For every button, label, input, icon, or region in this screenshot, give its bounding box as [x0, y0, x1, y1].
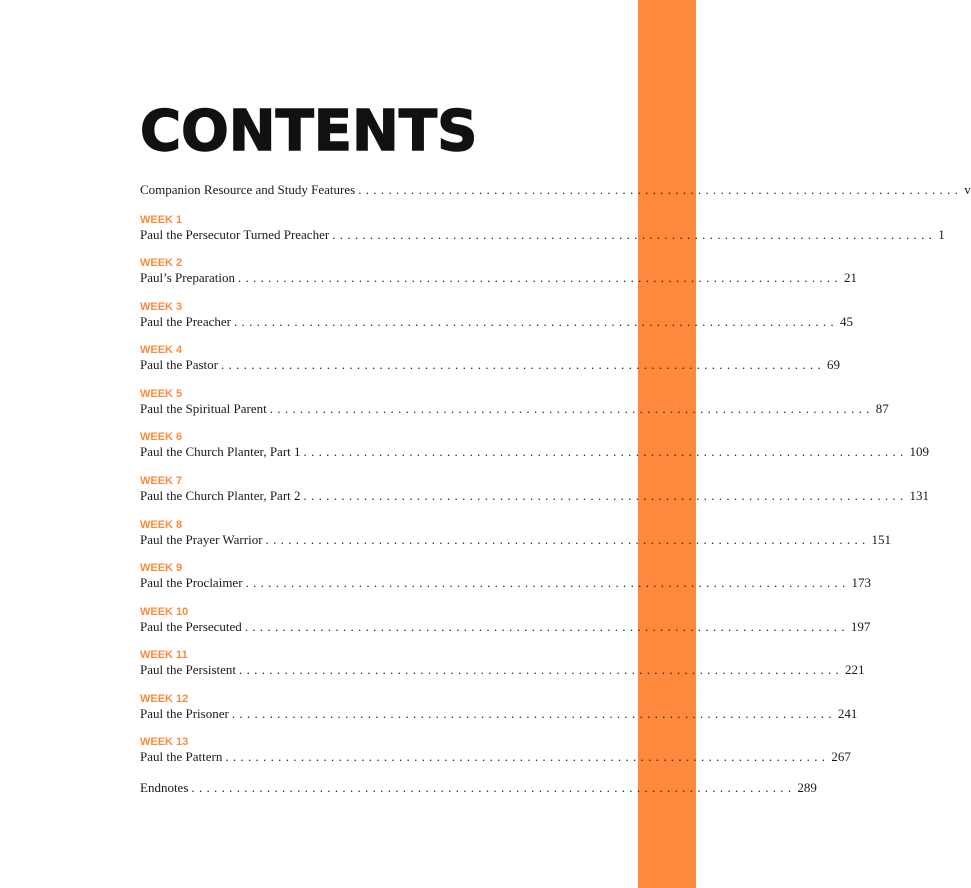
- week-label: WEEK 11: [140, 649, 188, 661]
- dot-leader: ................................................................................: [237, 270, 842, 285]
- dot-leader: ................................................................................: [239, 662, 844, 677]
- toc-line: [140, 706, 858, 722]
- page-number: 1: [938, 227, 945, 242]
- page-number: 87: [875, 401, 889, 416]
- entry-title: Paul the Church Planter, Part 1: [140, 444, 301, 459]
- entry-title: Paul the Pastor: [140, 357, 218, 372]
- entry-title: Paul the Pattern: [140, 749, 223, 764]
- toc-entry-week-6[interactable]: [140, 430, 930, 460]
- week-label: WEEK 4: [140, 344, 183, 356]
- toc-line: [140, 532, 892, 548]
- dot-leader: ................................................................................: [191, 780, 796, 795]
- toc-entry-week-9[interactable]: [140, 561, 872, 591]
- toc-entry-front-matter[interactable]: [140, 182, 971, 198]
- entry-title: Paul the Prisoner: [140, 706, 229, 721]
- entry-title: Endnotes: [140, 780, 189, 795]
- dot-leader: ................................................................................: [244, 619, 849, 634]
- dot-leader: ................................................................................: [269, 401, 874, 416]
- week-label: WEEK 10: [140, 606, 189, 618]
- entry-title: Paul the Church Planter, Part 2: [140, 488, 301, 503]
- toc-line: [140, 575, 872, 591]
- toc-entry-week-5[interactable]: [140, 387, 889, 417]
- toc-line: [140, 182, 971, 198]
- week-label: WEEK 3: [140, 301, 183, 313]
- entry-title: Paul the Proclaimer: [140, 575, 243, 590]
- dot-leader: ................................................................................: [231, 706, 836, 721]
- week-label: WEEK 8: [140, 519, 183, 531]
- toc-entry-week-12[interactable]: [140, 692, 858, 722]
- week-label: WEEK 7: [140, 475, 183, 487]
- page-number: 109: [909, 444, 930, 459]
- page-number: 151: [871, 532, 892, 547]
- dot-leader: ................................................................................: [303, 488, 908, 503]
- toc-line: [140, 662, 865, 678]
- week-label: WEEK 9: [140, 562, 183, 574]
- entry-title: Paul’s Preparation: [140, 270, 235, 285]
- toc-entry-week-10[interactable]: [140, 605, 871, 635]
- toc-line: [140, 749, 851, 765]
- page-number: 21: [843, 270, 857, 285]
- toc-entry-week-11[interactable]: [140, 648, 865, 678]
- entry-title: Paul the Spiritual Parent: [140, 401, 267, 416]
- toc-entry-week-8[interactable]: [140, 518, 892, 548]
- toc-line: [140, 270, 857, 286]
- week-label: WEEK 12: [140, 693, 189, 705]
- toc-line: [140, 444, 930, 460]
- week-label: WEEK 5: [140, 388, 183, 400]
- page-number: 221: [845, 662, 865, 677]
- toc-entry-week-7[interactable]: [140, 474, 930, 504]
- page-number: v: [964, 182, 971, 197]
- entry-title: Paul the Persecuted: [140, 619, 242, 634]
- week-label: WEEK 2: [140, 257, 183, 269]
- toc-entry-week-13[interactable]: [140, 735, 851, 765]
- entry-title: Paul the Persecutor Turned Preacher: [140, 227, 330, 242]
- entry-title: Paul the Preacher: [140, 314, 231, 329]
- toc-line: [140, 619, 871, 635]
- page-title: CONTENTS: [140, 99, 478, 164]
- dot-leader: ................................................................................: [332, 227, 937, 242]
- page-number: 131: [909, 488, 930, 503]
- entry-title: Paul the Persistent: [140, 662, 237, 677]
- toc-line: [140, 314, 853, 330]
- entry-title: Paul the Prayer Warrior: [140, 532, 263, 547]
- week-label: WEEK 1: [140, 214, 183, 226]
- dot-leader: ................................................................................: [225, 749, 830, 764]
- dot-leader: ................................................................................: [233, 314, 838, 329]
- page-number: 267: [831, 749, 851, 764]
- toc-entry-endnotes[interactable]: [140, 780, 817, 796]
- dot-leader: ................................................................................: [221, 357, 825, 372]
- toc-line: [140, 401, 889, 417]
- toc-line: [140, 780, 817, 796]
- page-number: 45: [839, 314, 853, 329]
- dot-leader: ................................................................................: [245, 575, 850, 590]
- dot-leader: ................................................................................: [265, 532, 870, 547]
- dot-leader: ................................................................................: [358, 182, 963, 197]
- toc-entry-week-3[interactable]: [140, 300, 853, 330]
- page-number: 289: [797, 780, 817, 795]
- page-number: 241: [837, 706, 858, 721]
- toc-line: [140, 488, 930, 504]
- toc-line: [140, 227, 945, 243]
- toc-entry-week-2[interactable]: [140, 256, 857, 286]
- entry-title: Companion Resource and Study Features: [140, 182, 356, 197]
- toc-entry-week-1[interactable]: [140, 213, 945, 243]
- toc-entry-week-4[interactable]: [140, 343, 840, 373]
- page-number: 69: [827, 357, 840, 372]
- week-label: WEEK 13: [140, 736, 189, 748]
- week-label: WEEK 6: [140, 431, 183, 443]
- toc-line: [140, 357, 840, 373]
- page-number: 173: [851, 575, 872, 590]
- dot-leader: ................................................................................: [303, 444, 908, 459]
- page-number: 197: [850, 619, 871, 634]
